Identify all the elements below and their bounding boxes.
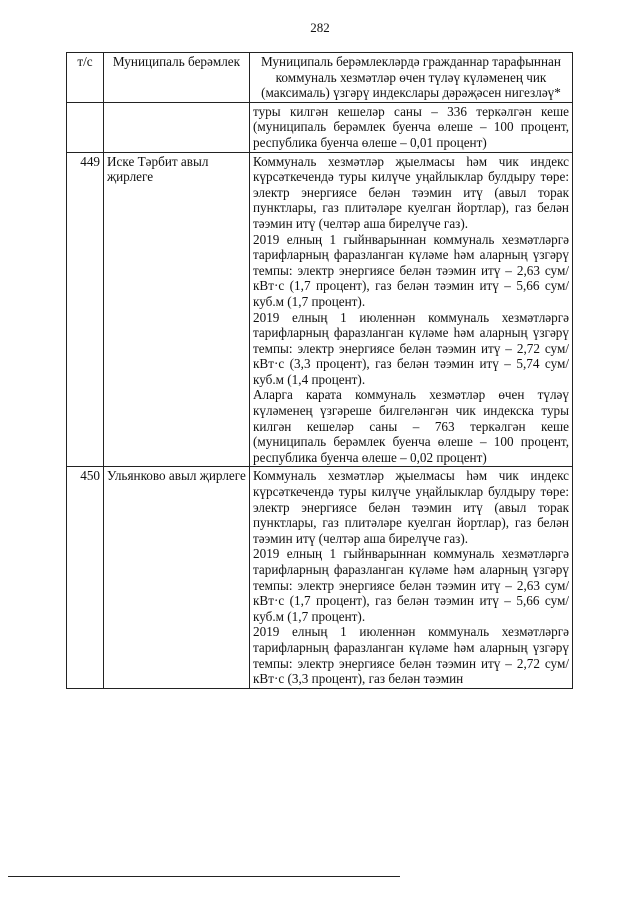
paragraph: 2019 елның 1 июленнән коммуналь хезмәтләргә тарифларның фаразланган күләме һәм аларның үзгәрү темпы: электр энергиясе белән тәэмин итү – 2,72 сум/кВт·с (3,3 процент), газ белән тәэмин	[253, 624, 569, 687]
header-indices: Муниципаль берәмлекләрдә гражданнар тарафыннан коммуналь хезмәтләр өчен түләү күләменең чик (максималь) үзгәрү индекслары дәрәҗәсен нигезләү*	[250, 53, 573, 103]
paragraph: 2019 елның 1 гыйнварыннан коммуналь хезмәтләргә тарифларның фаразланган күләме һәм аларның үзгәрү темпы: электр энергиясе белән тәэмин итү – 2,63 сум/кВт·с (1,7 процент), газ белән тәэмин итү – 5,66 сум/куб.м (1,7 процент).	[253, 231, 569, 309]
paragraph: 2019 елның 1 гыйнварыннан коммуналь хезмәтләргә тарифларның фаразланган күләме һәм аларның үзгәрү темпы: электр энергиясе белән тәэмин итү – 2,63 сум/кВт·с (1,7 процент), газ белән тәэмин итү – 5,66 сум/куб.м (1,7 процент).	[253, 546, 569, 624]
header-num: т/с	[67, 53, 104, 103]
footnote-divider	[8, 876, 400, 877]
continuation-text: туры килгән кешеләр саны – 336 теркәлгән кеше (муниципаль берәмлек буенча өлеше – 100 процент, республика буенча өлеше – 0,01 процент)	[253, 103, 569, 150]
header-municipality: Муниципаль берәмлек	[104, 53, 250, 103]
paragraph: Коммуналь хезмәтләр җыелмасы һәм чик индекс күрсәткечендә туры килүче уңайлыклар булдыру төре: электр энергиясе белән тәэмин итү (авыл торак пунктлары, газ плитәләре куелган йортлар), газ белән тәэмин итү (челтәр аша бирелүче газ).	[253, 468, 569, 546]
row-number: 449	[67, 152, 104, 467]
page-number: 282	[310, 20, 330, 35]
paragraph: Аларга карата коммуналь хезмәтләр өчен түләү күләменең үзгәреше билгеләнгән чик индекска туры килгән кешеләр саны – 763 теркәлгән кеше (муниципаль берәмлек буенча өлеше – 100 процент, республика буенча өлеше – 0,02 процент)	[253, 387, 569, 465]
table-row	[67, 152, 573, 467]
municipality-name: Ульянково авыл җирлеге	[104, 467, 250, 688]
table-row-continuation	[67, 102, 573, 152]
table-row	[67, 467, 573, 688]
cell-num-empty	[67, 102, 104, 152]
cell-continuation	[250, 102, 573, 152]
tariff-table	[66, 52, 573, 689]
row-content	[250, 152, 573, 467]
municipality-name: Иске Тәрбит авыл җирлеге	[104, 152, 250, 467]
cell-name-empty	[104, 102, 250, 152]
row-number: 450	[67, 467, 104, 688]
row-content	[250, 467, 573, 688]
table-header-row	[67, 53, 573, 103]
paragraph: 2019 елның 1 июленнән коммуналь хезмәтләргә тарифларның фаразланган күләме һәм аларның үзгәрү темпы: электр энергиясе белән тәэмин итү – 2,72 сум/кВт·с (3,3 процент), газ белән тәэмин итү – 5,74 сум/куб.м (1,4 процент).	[253, 309, 569, 387]
paragraph: Коммуналь хезмәтләр җыелмасы һәм чик индекс күрсәткечендә туры килүче уңайлыклар булдыру төре: электр энергиясе белән тәэмин итү (авыл торак пунктлары, газ плитәләре куелган йортлар), газ белән тәэмин итү (челтәр аша бирелүче газ).	[253, 153, 569, 231]
